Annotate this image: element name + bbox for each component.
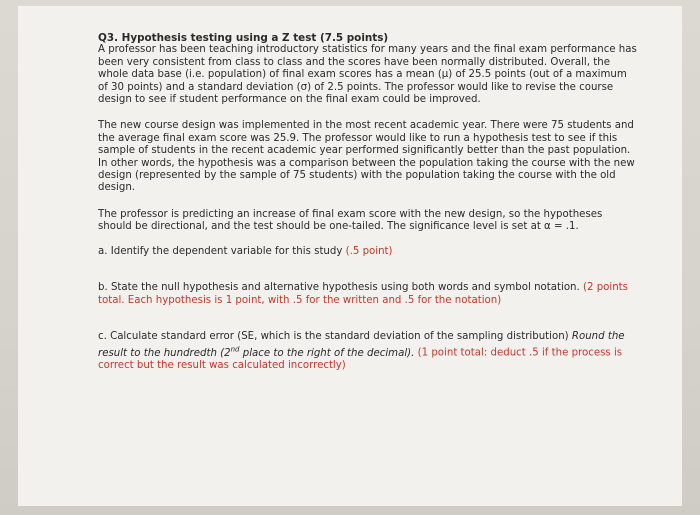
part-b-points: (2 points total. Each hypothesis is 1 point, with .5 for the written and .5 for the notation) <box>98 282 628 306</box>
part-c-points: (1 point total: deduct .5 if the process is correct but the result was calculated incorrectly) <box>98 347 623 372</box>
part-a-text: a. Identify the dependent variable for this study <box>98 245 343 257</box>
question-content <box>98 32 638 373</box>
part-b <box>98 282 638 307</box>
part-a <box>98 246 638 258</box>
part-c-rounding: Round the result to the hundredth (2nd place to the right of the decimal). <box>98 330 625 359</box>
intro-paragraph: A professor has been teaching introductory statistics for many years and the final exam performance has been very consistent from class to class and the scores have been normally distributed. Overall, the whole data base (i.e. population) of final exam scores has a mean (μ) of 25.5 points (out of a maximum of 30 points) and a standard deviation (σ) of 2.5 points. The professor would like to revise the course design to see if student performance on the final exam could be improved. <box>98 44 637 106</box>
part-c <box>98 331 638 373</box>
part-a-points: (.5 point) <box>345 245 393 257</box>
question-title: Q3. Hypothesis testing using a Z test (7.5 points) <box>98 32 389 44</box>
part-b-text: b. State the null hypothesis and alternative hypothesis using both words and symbol notation. <box>98 282 580 294</box>
part-c-text: c. Calculate standard error (SE, which is the standard deviation of the sampling distribution) <box>98 330 569 342</box>
prediction-paragraph: The professor is predicting an increase of final exam score with the new design, so the hypotheses should be directional, and the test should be one-tailed. The significance level is set at α = .1. <box>98 208 603 233</box>
document-page <box>18 6 682 506</box>
design-paragraph: The new course design was implemented in the most recent academic year. There were 75 students and the average final exam score was 25.9. The professor would like to run a hypothesis test to see if this sample of students in the recent academic year performed significantly better than the past population. In other words, the hypothesis was a comparison between the population taking the course with the new design (represented by the sample of 75 students) with the population taking the course with the old design. <box>98 120 635 194</box>
